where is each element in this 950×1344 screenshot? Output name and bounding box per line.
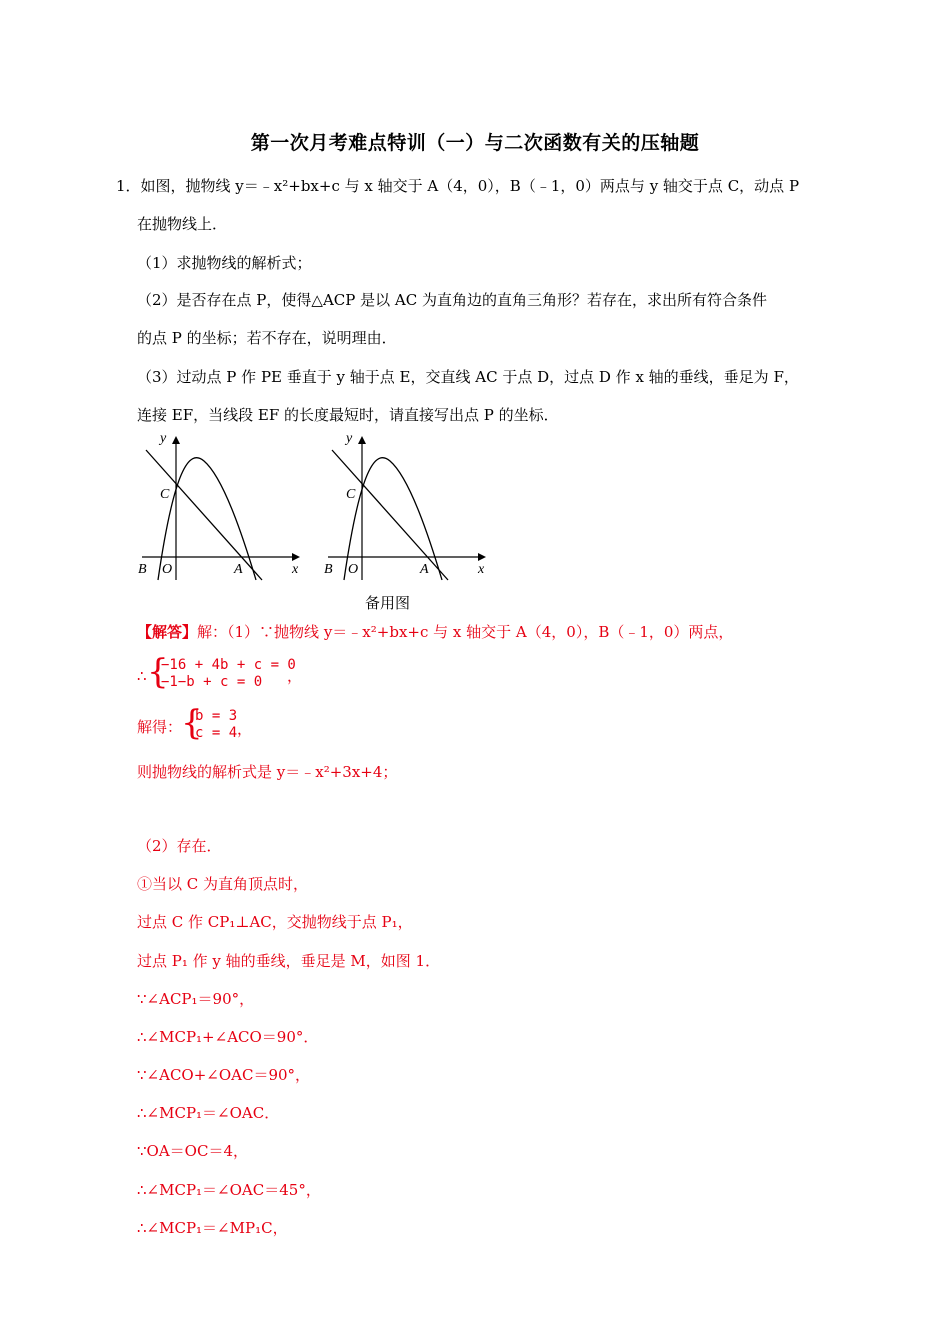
figure-caption: 备用图	[365, 594, 411, 612]
step-3: ∵∠ACP₁＝90°，	[137, 990, 255, 1008]
problem-line-1: 1．如图，抛物线 y＝﹣x²+bx+c 与 x 轴交于 A（4，0），B（﹣1，0）两点与 y 轴交于点 C，动点 P	[116, 177, 800, 195]
equation-system-1	[137, 652, 317, 695]
step-1: 过点 C 作 CP₁⊥AC，交抛物线于点 P₁，	[137, 913, 413, 931]
x-axis-arrow	[292, 553, 300, 561]
y-axis-arrow	[358, 436, 366, 444]
system1-tail: ，	[287, 667, 303, 685]
label-y: y	[160, 431, 167, 446]
question-2b: 的点 P 的坐标；若不存在，说明理由．	[137, 329, 397, 347]
label-a: A	[420, 562, 429, 577]
part-2-heading: （2）存在．	[137, 837, 222, 855]
question-1: （1）求抛物线的解析式；	[137, 254, 312, 272]
system1-eq1: −16 + 4b + c = 0	[161, 657, 296, 673]
system2-eq1: b = 3	[195, 708, 238, 724]
step-4: ∴∠MCP₁+∠ACO＝90°．	[137, 1028, 319, 1046]
question-3b: 连接 EF，当线段 EF 的长度最短时，请直接写出点 P 的坐标．	[137, 406, 559, 424]
solution-text-1: 解：（1）∵抛物线 y＝﹣x²+bx+c 与 x 轴交于 A（4，0），B（﹣1，0）两点，	[197, 623, 734, 641]
step-5: ∵∠ACO+∠OAC＝90°，	[137, 1066, 311, 1084]
parabola-figure-spare	[320, 430, 500, 582]
brace: {	[181, 703, 203, 743]
problem-line-2: 在抛物线上．	[137, 215, 228, 233]
step-8: ∴∠MCP₁＝∠OAC＝45°，	[137, 1181, 321, 1199]
label-c: C	[346, 487, 356, 502]
system2-tail: ，	[237, 720, 253, 738]
page-title: 第一次月考难点特训（一）与二次函数有关的压轴题	[250, 132, 700, 154]
label-o: O	[348, 562, 359, 577]
line-ac	[332, 450, 448, 580]
therefore-symbol: ∴	[137, 667, 147, 685]
label-b: B	[324, 562, 333, 577]
label-y: y	[346, 431, 353, 446]
label-o: O	[162, 562, 173, 577]
solution-line-1	[137, 622, 733, 642]
solution-tag: 【解答】	[137, 623, 198, 641]
step-2: 过点 P₁ 作 y 轴的垂线，垂足是 M，如图 1．	[137, 952, 441, 970]
step-9: ∴∠MCP₁＝∠MP₁C，	[137, 1219, 288, 1237]
brace: {	[147, 652, 169, 692]
system1-eq2: −1−b + c = 0	[161, 674, 263, 690]
solve-label: 解得：	[137, 718, 183, 736]
case-1: ①当以 C 为直角顶点时，	[137, 875, 309, 893]
label-c: C	[160, 487, 170, 502]
solution-line-4: 则抛物线的解析式是 y＝﹣x²+3x+4；	[137, 763, 398, 781]
question-3a: （3）过动点 P 作 PE 垂直于 y 轴于点 E，交直线 AC 于点 D，过点 D 作 x 轴的垂线，垂足为 F，	[137, 368, 799, 386]
line-ac	[146, 450, 262, 580]
system2-eq2: c = 4	[195, 725, 238, 741]
question-2a: （2）是否存在点 P，使得△ACP 是以 AC 为直角边的直角三角形？若存在，求出所有符合条件	[137, 291, 767, 309]
label-b: B	[138, 562, 147, 577]
label-x: x	[292, 562, 299, 577]
label-x: x	[478, 562, 485, 577]
equation-system-2	[137, 703, 277, 746]
step-6: ∴∠MCP₁＝∠OAC．	[137, 1104, 280, 1122]
step-7: ∵OA＝OC＝4，	[137, 1142, 248, 1160]
y-axis-arrow	[172, 436, 180, 444]
parabola-figure-main	[134, 430, 314, 582]
x-axis-arrow	[478, 553, 486, 561]
label-a: A	[234, 562, 243, 577]
